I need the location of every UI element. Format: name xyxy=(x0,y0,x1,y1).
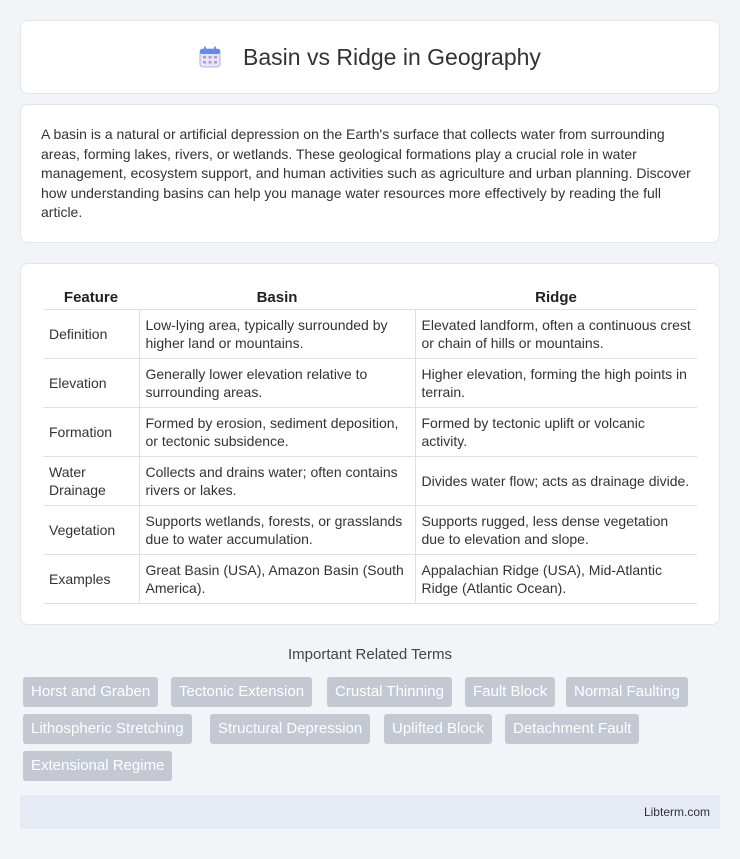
tag-fault-block[interactable]: Fault Block xyxy=(465,677,555,707)
table-row xyxy=(43,359,697,408)
basin-cell: Great Basin (USA), Amazon Basin (South America). xyxy=(139,555,415,604)
tag-structural-depression[interactable]: Structural Depression xyxy=(210,714,370,744)
basin-cell: Supports wetlands, forests, or grasslands due to water accumulation. xyxy=(139,506,415,555)
table-row xyxy=(43,506,697,555)
tag-crustal-thinning[interactable]: Crustal Thinning xyxy=(327,677,452,707)
tag-horst-and-graben[interactable]: Horst and Graben xyxy=(23,677,158,707)
header-card xyxy=(20,20,720,94)
feature-cell: Formation xyxy=(43,408,139,457)
intro-text: A basin is a natural or artificial depression on the Earth's surface that collects water from surrounding areas, forming lakes, rivers, or wetlands. These geological formations play a crucial role in water management, ecosystem support, and human activities such as agriculture and urban planning. Discover how understanding basins can help you manage water resources more effectively by reading the full article. xyxy=(41,126,691,221)
feature-cell: Examples xyxy=(43,555,139,604)
header-feature: Feature xyxy=(43,282,139,310)
table-row xyxy=(43,457,697,506)
tag-tectonic-extension[interactable]: Tectonic Extension xyxy=(171,677,312,707)
ridge-cell: Higher elevation, forming the high points in terrain. xyxy=(415,359,697,408)
ridge-cell: Supports rugged, less dense vegetation due to elevation and slope. xyxy=(415,506,697,555)
table-row xyxy=(43,310,697,359)
feature-cell: Definition xyxy=(43,310,139,359)
footer-site-link[interactable]: Libterm.com xyxy=(643,805,710,819)
table-row xyxy=(43,555,697,604)
tag-detachment-fault[interactable]: Detachment Fault xyxy=(505,714,639,744)
ridge-cell: Divides water flow; acts as drainage divide. xyxy=(415,457,697,506)
intro-card xyxy=(20,104,720,243)
tag-lithospheric-stretching[interactable]: Lithospheric Stretching xyxy=(23,714,192,744)
header-ridge: Ridge xyxy=(415,282,697,310)
basin-cell: Formed by erosion, sediment deposition, or tectonic subsidence. xyxy=(139,408,415,457)
ridge-cell: Appalachian Ridge (USA), Mid-Atlantic Ridge (Atlantic Ocean). xyxy=(415,555,697,604)
tag-normal-faulting[interactable]: Normal Faulting xyxy=(566,677,688,707)
ridge-cell: Elevated landform, often a continuous crest or chain of hills or mountains. xyxy=(415,310,697,359)
feature-cell: Vegetation xyxy=(43,506,139,555)
tag-uplifted-block[interactable]: Uplifted Block xyxy=(384,714,492,744)
comparison-card xyxy=(20,263,720,625)
basin-cell: Collects and drains water; often contains rivers or lakes. xyxy=(139,457,415,506)
feature-cell: Elevation xyxy=(43,359,139,408)
tag-extensional-regime[interactable]: Extensional Regime xyxy=(23,751,172,781)
ridge-cell: Formed by tectonic uplift or volcanic activity. xyxy=(415,408,697,457)
basin-cell: Generally lower elevation relative to surrounding areas. xyxy=(139,359,415,408)
comparison-table xyxy=(43,282,697,604)
basin-cell: Low-lying area, typically surrounded by higher land or mountains. xyxy=(139,310,415,359)
page-title: Basin vs Ridge in Geography xyxy=(243,43,541,70)
calendar-icon xyxy=(199,46,221,68)
feature-cell: Water Drainage xyxy=(43,457,139,506)
table-row xyxy=(43,408,697,457)
header-basin: Basin xyxy=(139,282,415,310)
footer xyxy=(20,795,720,829)
related-terms-title: Important Related Terms xyxy=(288,646,452,663)
